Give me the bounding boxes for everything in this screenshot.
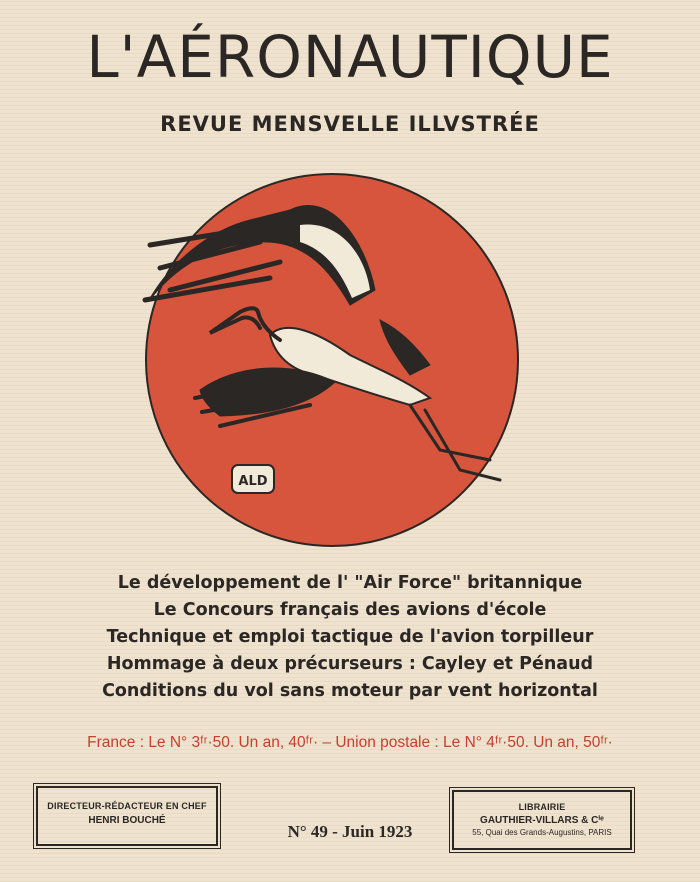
- publisher-address: 55, Quai des Grands-Augustins, PARIS: [472, 828, 612, 837]
- table-of-contents: [0, 570, 700, 705]
- contents-line: Le développement de l' "Air Force" britannique: [117, 573, 583, 593]
- monogram-text: ALD: [238, 474, 268, 489]
- contents-line: Hommage à deux précurseurs : Cayley et Pénaud: [106, 654, 594, 674]
- contents-line: Le Concours français des avions d'école: [153, 600, 547, 620]
- issue-number: N° 49 - Juin 1923: [287, 822, 413, 841]
- publisher-box: [452, 790, 632, 850]
- director-box: [36, 786, 218, 846]
- publisher-label: LIBRAIRIE: [518, 802, 566, 812]
- director-name: HENRI BOUCHÉ: [88, 815, 166, 826]
- magazine-title: L'AÉRONAUTIQUE: [86, 23, 614, 91]
- contents-line: Conditions du vol sans moteur par vent horizontal: [102, 681, 598, 701]
- publisher-name: GAUTHIER-VILLARS & Cⁱᵉ: [480, 815, 604, 826]
- cover-emblem: [140, 170, 540, 550]
- director-role: DIRECTEUR-RÉDACTEUR EN CHEF: [47, 801, 207, 811]
- magazine-subtitle: REVUE MENSVELLE ILLVSTRÉE: [160, 112, 540, 136]
- monogram: [232, 465, 274, 493]
- subscription-price: France : Le N° 3ᶠʳ·50. Un an, 40ᶠʳ· – Union postale : Le N° 4ᶠʳ·50. Un an, 50ᶠʳ·: [87, 734, 613, 751]
- contents-line: Technique et emploi tactique de l'avion torpilleur: [106, 627, 594, 647]
